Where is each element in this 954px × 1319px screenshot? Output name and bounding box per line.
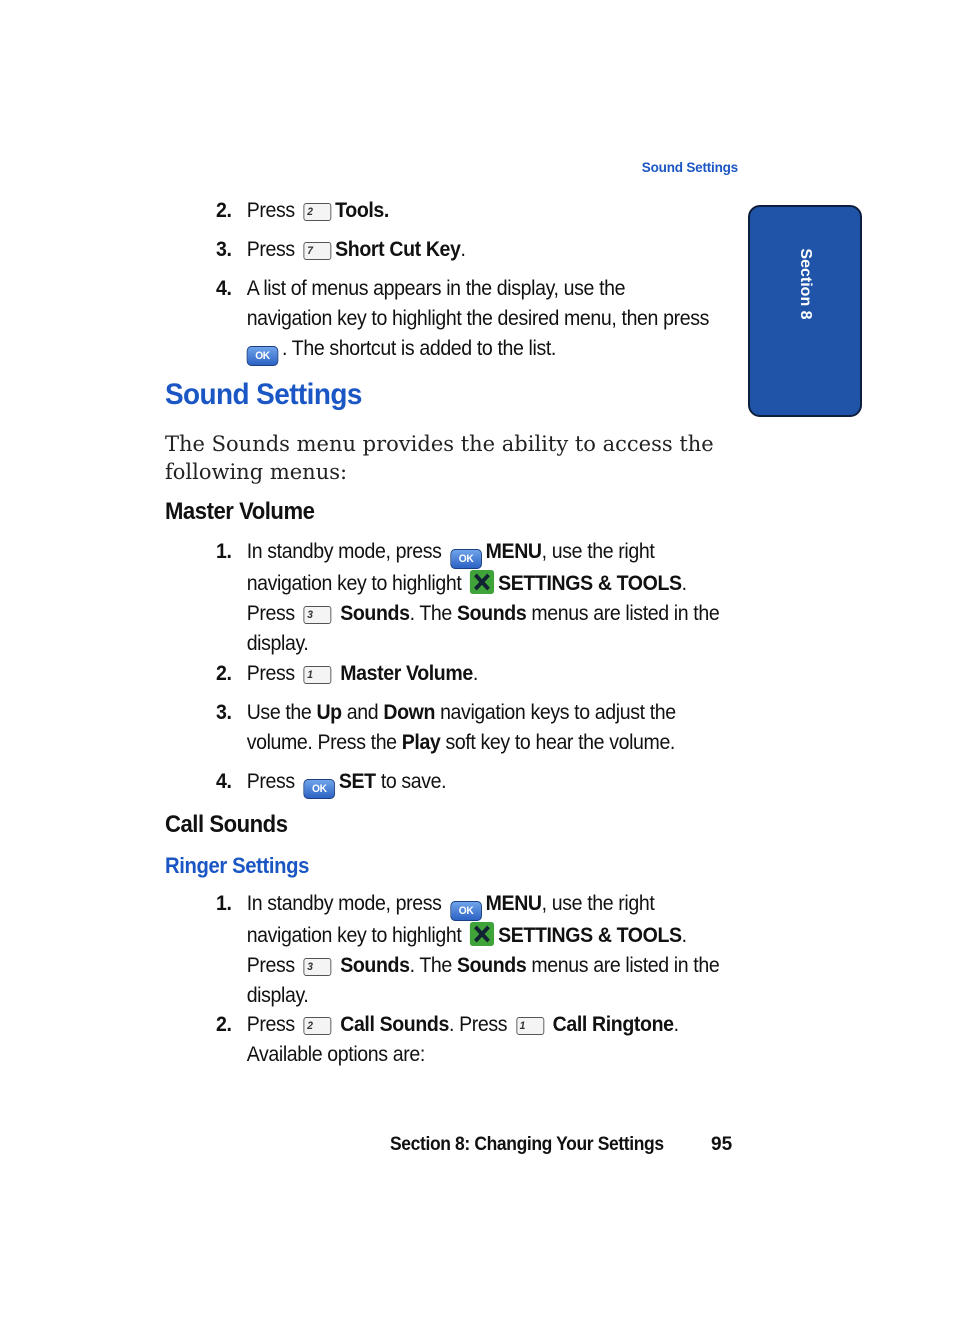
ringer-settings-heading: Ringer Settings	[165, 853, 310, 878]
keypad-3-icon: 3	[304, 958, 332, 976]
settings-tools-icon	[470, 570, 494, 594]
keypad-2-icon: 2	[304, 1017, 332, 1035]
keypad-1-icon: 1	[304, 666, 332, 684]
step-number: 2.	[216, 199, 232, 222]
page-number: 95	[711, 1134, 733, 1155]
settings-tools-icon	[470, 922, 494, 946]
section-tab-label: Section 8	[797, 248, 814, 320]
keypad-1-icon: 1	[516, 1017, 544, 1035]
running-head: Sound Settings	[641, 160, 738, 175]
ok-key-icon: OK	[247, 346, 279, 366]
section-title: Sound Settings	[165, 378, 362, 411]
ok-key-icon: OK	[450, 549, 482, 569]
master-volume-heading: Master Volume	[165, 498, 315, 525]
keypad-7-icon: 7	[304, 242, 332, 260]
call-sounds-heading: Call Sounds	[165, 811, 288, 838]
ok-key-icon: OK	[304, 779, 336, 799]
section-tab	[748, 205, 862, 417]
ok-key-icon: OK	[450, 901, 482, 921]
footer-section-title: Section 8: Changing Your Settings	[390, 1134, 664, 1155]
intro-text: The Sounds menu provides the ability to access the following menus:	[165, 432, 714, 484]
keypad-3-icon: 3	[304, 606, 332, 624]
keypad-2-icon: 2	[304, 203, 332, 221]
